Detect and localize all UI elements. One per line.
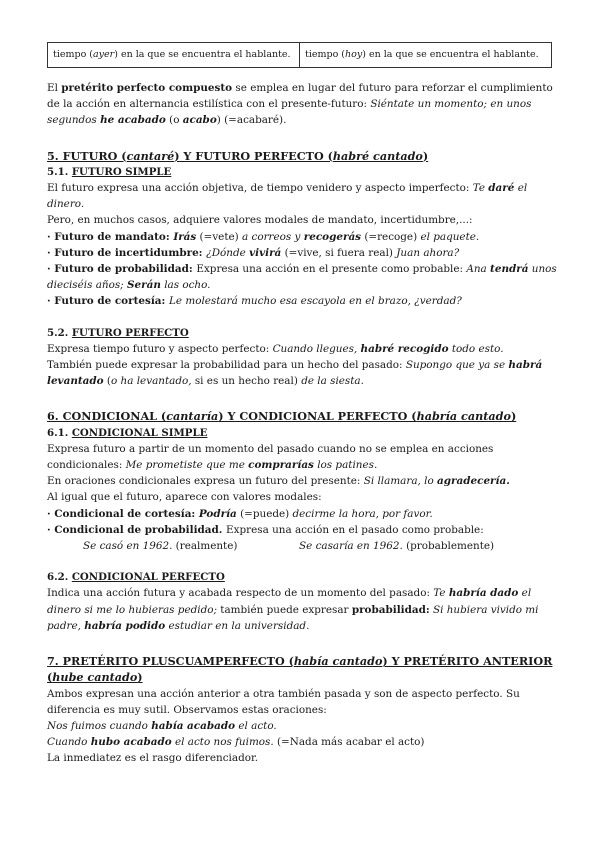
bullet-futuro-mandato: · Futuro de mandato: Irás (=vete) a correos y recogerás (=recoge) el paquete. xyxy=(47,230,480,243)
s6-paragraph-3: Al igual que el futuro, aparece con valores modales: xyxy=(47,491,322,504)
bullet-condicional-probabilidad: · Condicional de probabilidad. Expresa una acción en el pasado como probable: xyxy=(47,523,484,536)
s7-example-1: Nos fuimos cuando había acabado el acto. xyxy=(47,719,277,732)
s6-paragraph-2: En oraciones condicionales expresa un futuro del presente: Si llamara, lo agradecería. xyxy=(47,475,510,488)
section-6-heading: 6. CONDICIONAL (cantaría) Y CONDICIONAL PERFECTO (habría cantado) xyxy=(47,409,517,424)
s5-paragraph-4: También puede expresar la probabilidad para un hecho del pasado: Supongo que ya se habrá levantado (o ha levantado, si es un hecho real) de la siesta. xyxy=(47,359,543,388)
s7-paragraph-1: Ambos expresan una acción anterior a otra también pasada y son de aspecto perfecto. Su diferencia es muy sutil. Observamos estas oraciones: xyxy=(47,687,520,716)
subsection-6-2-heading: 6.2. CONDICIONAL PERFECTO xyxy=(47,571,225,584)
tense-table-row xyxy=(47,42,552,68)
section-7-heading: 7. PRETÉRITO PLUSCUAMPERFECTO (había cantado) Y PRETÉRITO ANTERIOR (hube cantado) xyxy=(47,654,553,685)
table-cell-left: tiempo (ayer) en la que se encuentra el hablante. xyxy=(53,49,291,60)
bullet-futuro-incertidumbre: · Futuro de incertidumbre: ¿Dónde vivirá (=vive, si fuera real) Juan ahora? xyxy=(47,246,460,259)
subsection-5-2-heading: 5.2. FUTURO PERFECTO xyxy=(47,326,189,339)
subsection-5-1-heading: 5.1. FUTURO SIMPLE xyxy=(47,165,172,178)
s7-paragraph-2: La inmediatez es el rasgo diferenciador. xyxy=(47,752,259,765)
bullet-futuro-probabilidad: · Futuro de probabilidad: Expresa una acción en el presente como probable: Ana tendrá unos dieciséis años; Serán las ocho. xyxy=(47,263,557,292)
s5-paragraph-1: El futuro expresa una acción objetiva, de tiempo venidero y aspecto imperfecto: Te daré el dinero. xyxy=(47,182,528,211)
s7-example-2: Cuando hubo acabado el acto nos fuimos. (=Nada más acabar el acto) xyxy=(47,736,425,749)
bullet-condicional-cortesia: · Condicional de cortesía: Podría (=puede) decirme la hora, por favor. xyxy=(47,507,433,520)
intro-paragraph: El pretérito perfecto compuesto se emplea en lugar del futuro para reforzar el cumplimiento de la acción en alternancia estilística con el presente-futuro: Siéntate un momento; en unos segundos he acabado (o acabo) (=acabaré). xyxy=(47,82,553,127)
example-row: Se casó en 1962. (realmente) Se casaría en 1962. (probablemente) xyxy=(83,540,495,553)
bullet-futuro-cortesia: · Futuro de cortesía: Le molestará mucho esa escayola en el brazo, ¿verdad? xyxy=(47,295,462,308)
document-body xyxy=(47,80,557,767)
subsection-6-1-heading: 6.1. CONDICIONAL SIMPLE xyxy=(47,426,208,439)
section-5-heading: 5. FUTURO (cantaré) Y FUTURO PERFECTO (habré cantado) xyxy=(47,148,429,163)
table-cell-right: tiempo (hoy) en la que se encuentra el hablante. xyxy=(299,43,551,67)
s5-paragraph-3: Expresa tiempo futuro y aspecto perfecto: Cuando llegues, habré recogido todo esto. xyxy=(47,342,504,355)
s5-paragraph-2: Pero, en muchos casos, adquiere valores modales de mandato, incertidumbre,...: xyxy=(47,214,473,227)
s6-paragraph-4: Indica una acción futura y acabada respecto de un momento del pasado: Te habría dado el dinero si me lo hubieras pedido; también puede expresar probabilidad: Si hubiera vivido mi padre, habría podido estudiar en la universidad. xyxy=(47,587,539,632)
s6-paragraph-1: Expresa futuro a partir de un momento del pasado cuando no se emplea en acciones condicionales: Me prometiste que me comprarías los patines. xyxy=(47,442,494,472)
